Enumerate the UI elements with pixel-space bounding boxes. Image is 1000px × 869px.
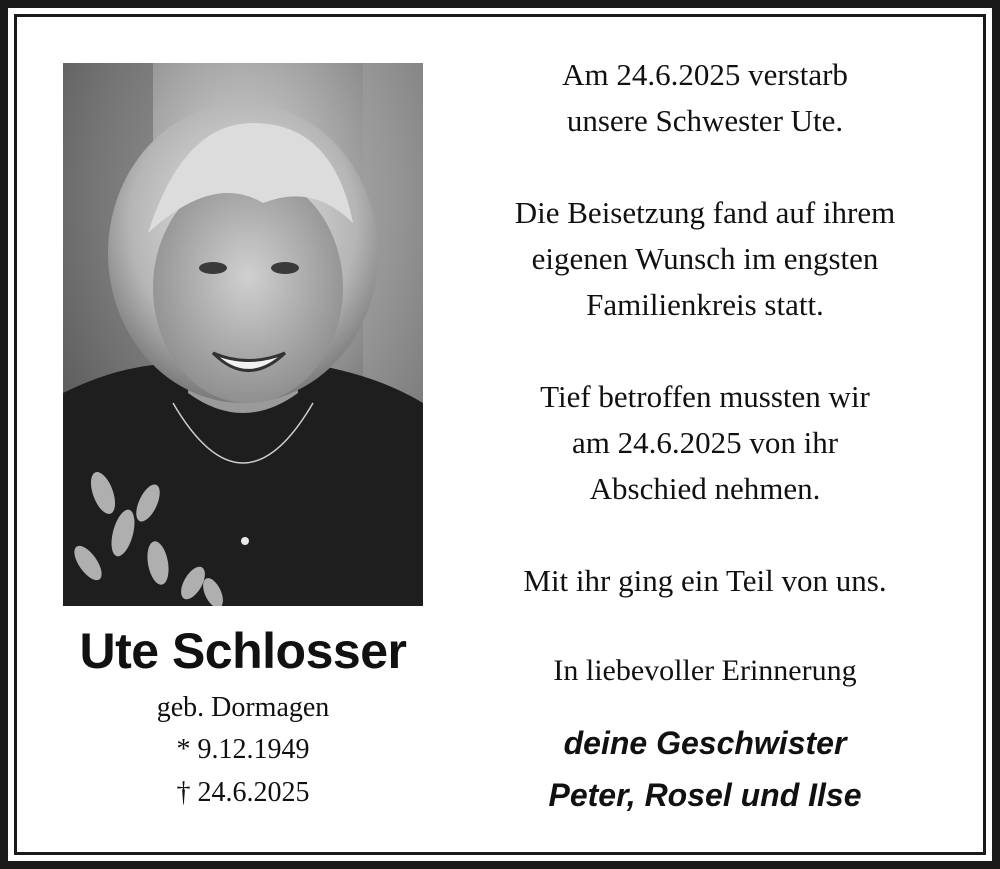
- signature-line-2: Peter, Rosel und Ilse: [548, 777, 862, 813]
- announcement-paragraph: [470, 52, 940, 144]
- text-line: eigenen Wunsch im engsten: [531, 241, 879, 276]
- text-line: Am 24.6.2025 verstarb: [562, 57, 848, 92]
- text-line: unsere Schwester Ute.: [566, 103, 844, 138]
- birth-date: * 9.12.1949: [176, 734, 310, 765]
- text-line: Familienkreis statt.: [586, 287, 824, 322]
- text-line: am 24.6.2025 von ihr: [571, 425, 839, 460]
- deceased-name: Ute Schlosser: [79, 623, 407, 679]
- death-date: † 24.6.2025: [176, 777, 310, 808]
- remembrance-line: In liebevoller Erinnerung: [553, 654, 857, 687]
- text-line: Abschied nehmen.: [589, 471, 821, 506]
- text-line: Tief betroffen mussten wir: [540, 379, 870, 414]
- signature-line-1: deine Geschwister: [563, 725, 847, 761]
- text-line: Die Beisetzung fand auf ihrem: [514, 195, 896, 230]
- memorial-line: Mit ihr ging ein Teil von uns.: [523, 563, 887, 598]
- burial-paragraph: [470, 190, 940, 328]
- birth-name: geb. Dormagen: [156, 692, 330, 723]
- farewell-paragraph: [470, 374, 940, 512]
- portrait-photo: [63, 63, 423, 606]
